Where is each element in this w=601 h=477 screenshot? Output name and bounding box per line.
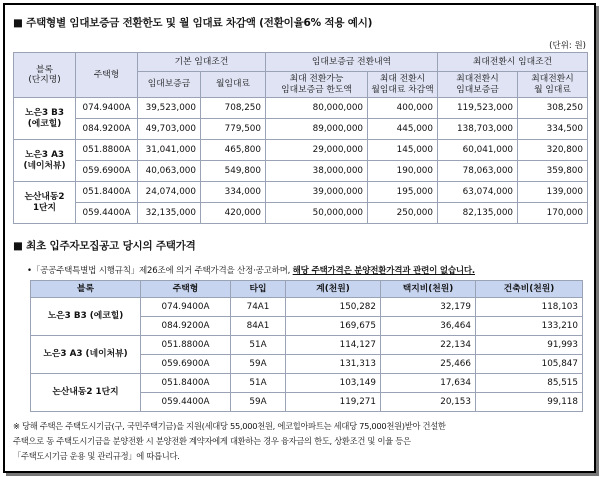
header-max-deposit: 최대전환시 임대보증금 xyxy=(438,72,518,98)
unit-label: (단위: 원) xyxy=(549,41,586,51)
value-cell: 169,675 xyxy=(286,317,381,336)
value-cell: 170,000 xyxy=(518,203,588,224)
type-cell: 74A1 xyxy=(231,298,286,317)
header-max: 최대전환시 임대조건 xyxy=(438,53,588,72)
type-cell: 59A xyxy=(231,393,286,412)
type-cell: 051.8800A xyxy=(141,336,231,355)
value-cell: 32,179 xyxy=(381,298,476,317)
section2-title: ■ 최초 입주자모집공고 당시의 주택가격 xyxy=(13,240,196,252)
table-row xyxy=(14,98,588,119)
price-note: •「공공주택특별법 시행규칙」제26조에 의거 주택가격을 산정·공고하며, 해당 주택가격은 분양전환가격과 관련이 없습니다. xyxy=(27,266,475,276)
value-cell: 118,103 xyxy=(476,298,583,317)
footnote-line: ※ 당해 주택은 주택도시기금(구, 국민주택기금)을 지원(세대당 55,000천원, 에코힐아파트는 세대당 75,000천원)받아 건설한 xyxy=(13,421,446,431)
header-housing-type: 주택형 xyxy=(76,53,138,98)
value-cell: 334,000 xyxy=(201,182,266,203)
column-header: 택지비(천원) xyxy=(381,281,476,298)
column-header: 건축비(천원) xyxy=(476,281,583,298)
value-cell: 334,500 xyxy=(518,119,588,140)
type-cell: 51A xyxy=(231,374,286,393)
value-cell: 82,135,000 xyxy=(438,203,518,224)
type-cell: 051.8400A xyxy=(141,374,231,393)
value-cell: 133,210 xyxy=(476,317,583,336)
footnote-line: 「주택도시기금 운용 및 관리규정」에 따릅니다. xyxy=(13,451,180,461)
header-conversion: 임대보증금 전환내역 xyxy=(266,53,438,72)
type-cell: 084.9200A xyxy=(141,317,231,336)
value-cell: 78,063,000 xyxy=(438,161,518,182)
conversion-table xyxy=(13,52,588,224)
value-cell: 29,000,000 xyxy=(266,140,368,161)
type-cell: 059.6900A xyxy=(141,355,231,374)
block-name: 노은3 B3 (에코힐) xyxy=(14,98,76,140)
block-name: 노은3 A3 (네이처뷰) xyxy=(31,336,141,374)
value-cell: 119,523,000 xyxy=(438,98,518,119)
housing-type-cell: 084.9200A xyxy=(76,119,138,140)
value-cell: 420,000 xyxy=(201,203,266,224)
value-cell: 39,523,000 xyxy=(138,98,201,119)
block-name: 노은3 B3 (에코힐) xyxy=(31,298,141,336)
header-rent: 월임대료 xyxy=(201,72,266,98)
type-cell: 059.4400A xyxy=(141,393,231,412)
value-cell: 38,000,000 xyxy=(266,161,368,182)
value-cell: 250,000 xyxy=(368,203,438,224)
table-row xyxy=(14,161,588,182)
value-cell: 195,000 xyxy=(368,182,438,203)
value-cell: 20,153 xyxy=(381,393,476,412)
value-cell: 103,149 xyxy=(286,374,381,393)
value-cell: 549,800 xyxy=(201,161,266,182)
header-max-rent: 최대전환시 월 임대료 xyxy=(518,72,588,98)
type-cell: 84A1 xyxy=(231,317,286,336)
value-cell: 63,074,000 xyxy=(438,182,518,203)
value-cell: 89,000,000 xyxy=(266,119,368,140)
value-cell: 31,041,000 xyxy=(138,140,201,161)
table-row xyxy=(14,119,588,140)
value-cell: 105,847 xyxy=(476,355,583,374)
column-header: 계(천원) xyxy=(286,281,381,298)
header-max-conv-rent: 최대 전환시 월임대료 차감액 xyxy=(368,72,438,98)
table-row xyxy=(14,182,588,203)
value-cell: 190,000 xyxy=(368,161,438,182)
value-cell: 145,000 xyxy=(368,140,438,161)
price-table xyxy=(30,280,583,412)
value-cell: 49,703,000 xyxy=(138,119,201,140)
column-header: 블록 xyxy=(31,281,141,298)
table-row xyxy=(14,140,588,161)
value-cell: 320,800 xyxy=(518,140,588,161)
header-block: 블록 (단지명) xyxy=(14,53,76,98)
value-cell: 91,993 xyxy=(476,336,583,355)
value-cell: 779,500 xyxy=(201,119,266,140)
footnote-line: 주택으로 동 주택도시기금을 분양전환 시 분양전환 계약자에게 대환하는 경우 융자금의 한도, 상환조건 및 이율 등은 xyxy=(13,436,411,446)
type-cell: 51A xyxy=(231,336,286,355)
header-basic: 기본 임대조건 xyxy=(138,53,266,72)
value-cell: 32,135,000 xyxy=(138,203,201,224)
housing-type-cell: 051.8400A xyxy=(76,182,138,203)
table-row xyxy=(31,298,583,317)
header-deposit: 임대보증금 xyxy=(138,72,201,98)
housing-type-cell: 059.4400A xyxy=(76,203,138,224)
block-name: 노은3 A3 (네이처뷰) xyxy=(14,140,76,182)
block-name: 논산내동2 1단지 xyxy=(31,374,141,412)
value-cell: 25,466 xyxy=(381,355,476,374)
document-frame xyxy=(3,3,596,473)
header-max-conv-deposit: 최대 전환가능 임대보증금 한도액 xyxy=(266,72,368,98)
value-cell: 40,063,000 xyxy=(138,161,201,182)
value-cell: 139,000 xyxy=(518,182,588,203)
housing-type-cell: 074.9400A xyxy=(76,98,138,119)
footnote xyxy=(13,419,587,464)
value-cell: 308,250 xyxy=(518,98,588,119)
table-row xyxy=(14,203,588,224)
value-cell: 85,515 xyxy=(476,374,583,393)
value-cell: 60,041,000 xyxy=(438,140,518,161)
table-row xyxy=(31,374,583,393)
value-cell: 50,000,000 xyxy=(266,203,368,224)
table-row xyxy=(31,336,583,355)
price-note-emphasis: 해당 주택가격은 분양전환가격과 관련이 없습니다. xyxy=(292,266,475,276)
value-cell: 24,074,000 xyxy=(138,182,201,203)
value-cell: 17,634 xyxy=(381,374,476,393)
block-name: 논산내동2 1단지 xyxy=(14,182,76,224)
value-cell: 138,703,000 xyxy=(438,119,518,140)
type-cell: 074.9400A xyxy=(141,298,231,317)
housing-type-cell: 051.8800A xyxy=(76,140,138,161)
value-cell: 708,250 xyxy=(201,98,266,119)
value-cell: 359,800 xyxy=(518,161,588,182)
value-cell: 114,127 xyxy=(286,336,381,355)
value-cell: 150,282 xyxy=(286,298,381,317)
value-cell: 22,134 xyxy=(381,336,476,355)
value-cell: 39,000,000 xyxy=(266,182,368,203)
section1-title: ■ 주택형별 임대보증금 전환한도 및 월 임대료 차감액 (전환이율6% 적용 예시) xyxy=(13,17,373,29)
value-cell: 80,000,000 xyxy=(266,98,368,119)
value-cell: 36,464 xyxy=(381,317,476,336)
value-cell: 119,271 xyxy=(286,393,381,412)
housing-type-cell: 059.6900A xyxy=(76,161,138,182)
column-header: 타입 xyxy=(231,281,286,298)
value-cell: 131,313 xyxy=(286,355,381,374)
column-header: 주택형 xyxy=(141,281,231,298)
value-cell: 465,800 xyxy=(201,140,266,161)
type-cell: 59A xyxy=(231,355,286,374)
value-cell: 445,000 xyxy=(368,119,438,140)
value-cell: 99,118 xyxy=(476,393,583,412)
value-cell: 400,000 xyxy=(368,98,438,119)
